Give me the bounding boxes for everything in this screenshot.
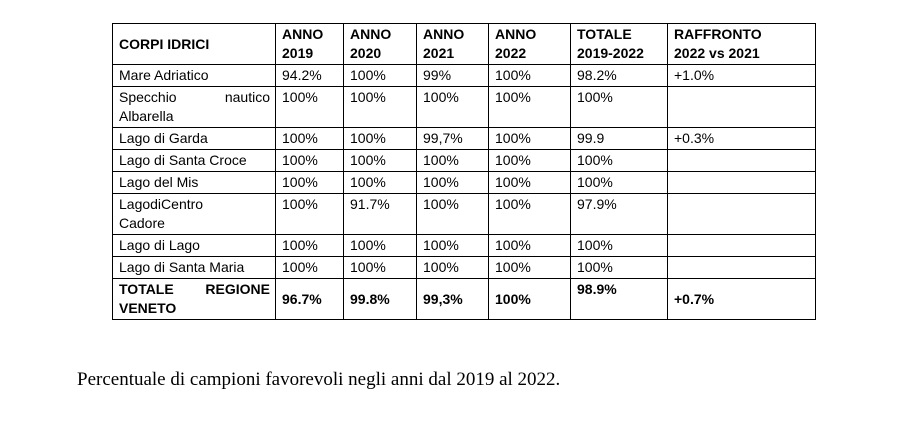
table-row [113, 87, 816, 128]
cell-water-body: Lago di Lago [113, 235, 276, 257]
cell-2022: 100% [489, 235, 571, 257]
cell-2021: 99,3% [417, 279, 489, 320]
header-anno-2020 [344, 24, 417, 65]
water-bodies-table [112, 23, 816, 320]
cell-2021: 99% [417, 65, 489, 87]
cell-total: 100% [571, 87, 668, 128]
water-body-line: Cadore [119, 215, 165, 231]
table-header-row [113, 24, 816, 65]
cell-water-body: Lago di Santa Croce [113, 150, 276, 172]
cell-water-body: Lago del Mis [113, 172, 276, 194]
cell-water-body [113, 87, 276, 128]
header-label: CORPI IDRICI [119, 35, 210, 52]
header-totale [571, 24, 668, 65]
cell-total: 98.9% [571, 279, 668, 320]
cell-2020: 91.7% [344, 194, 417, 235]
header-label: 2021 [423, 45, 455, 61]
cell-2022: 100% [489, 87, 571, 128]
cell-2022: 100% [489, 257, 571, 279]
table-row [113, 150, 816, 172]
header-label: 2020 [350, 45, 382, 61]
cell-2021: 100% [417, 87, 489, 128]
table-row [113, 65, 816, 87]
cell-total: 98.2% [571, 65, 668, 87]
cell-total: 99.9 [571, 128, 668, 150]
cell-2019: 100% [276, 172, 344, 194]
table-row [113, 235, 816, 257]
cell-2021: 100% [417, 194, 489, 235]
cell-2020: 100% [344, 235, 417, 257]
cell-compare [668, 150, 816, 172]
cell-2022: 100% [489, 150, 571, 172]
cell-2019: 100% [276, 150, 344, 172]
water-body-line: Specchio nautico [119, 89, 270, 105]
cell-2021: 100% [417, 172, 489, 194]
header-corpi-idrici [113, 24, 276, 65]
header-label: ANNO [282, 26, 324, 42]
header-label: 2019-2022 [577, 45, 644, 61]
header-label: ANNO [423, 26, 465, 42]
water-body-line: LagodiCentro [119, 196, 204, 212]
header-label: 2019 [282, 45, 314, 61]
table-caption: Percentuale di campioni favorevoli negli anni dal 2019 al 2022. [77, 369, 561, 390]
header-anno-2021 [417, 24, 489, 65]
cell-2022: 100% [489, 194, 571, 235]
cell-total-label [113, 279, 276, 320]
cell-water-body: Mare Adriatico [113, 65, 276, 87]
cell-2019: 100% [276, 128, 344, 150]
cell-2020: 100% [344, 257, 417, 279]
cell-total: 100% [571, 150, 668, 172]
cell-compare: +1.0% [668, 65, 816, 87]
cell-compare: +0.7% [668, 279, 816, 320]
cell-2022: 100% [489, 279, 571, 320]
header-label: RAFFRONTO [674, 26, 762, 42]
header-label: TOTALE [577, 26, 632, 42]
cell-2019: 96.7% [276, 279, 344, 320]
cell-2020: 100% [344, 87, 417, 128]
cell-2022: 100% [489, 172, 571, 194]
cell-2021: 99,7% [417, 128, 489, 150]
cell-2019: 100% [276, 194, 344, 235]
cell-2019: 100% [276, 87, 344, 128]
cell-2022: 100% [489, 128, 571, 150]
cell-water-body [113, 194, 276, 235]
cell-water-body: Lago di Santa Maria [113, 257, 276, 279]
header-label: 2022 [495, 45, 527, 61]
cell-2019: 100% [276, 235, 344, 257]
header-label: 2022 vs 2021 [674, 45, 760, 61]
cell-2019: 94.2% [276, 65, 344, 87]
cell-compare [668, 257, 816, 279]
cell-compare [668, 87, 816, 128]
cell-2020: 100% [344, 65, 417, 87]
table-total-row [113, 279, 816, 320]
cell-compare [668, 172, 816, 194]
cell-compare: +0.3% [668, 128, 816, 150]
cell-compare [668, 194, 816, 235]
header-raffronto [668, 24, 816, 65]
cell-total: 100% [571, 235, 668, 257]
cell-compare [668, 235, 816, 257]
table-row [113, 172, 816, 194]
cell-2021: 100% [417, 150, 489, 172]
cell-2020: 99.8% [344, 279, 417, 320]
total-label-line: TOTALE REGIONE [119, 281, 270, 297]
cell-2021: 100% [417, 257, 489, 279]
cell-total: 97.9% [571, 194, 668, 235]
header-anno-2019 [276, 24, 344, 65]
table-row [113, 257, 816, 279]
header-label: ANNO [350, 26, 392, 42]
cell-2020: 100% [344, 128, 417, 150]
header-anno-2022 [489, 24, 571, 65]
table-row [113, 194, 816, 235]
total-label-line: VENETO [119, 300, 177, 316]
cell-2019: 100% [276, 257, 344, 279]
cell-total: 100% [571, 257, 668, 279]
water-bodies-table-container [112, 23, 815, 320]
header-label: ANNO [495, 26, 537, 42]
cell-2022: 100% [489, 65, 571, 87]
cell-2020: 100% [344, 150, 417, 172]
cell-total: 100% [571, 172, 668, 194]
water-body-line: Albarella [119, 108, 174, 124]
cell-2021: 100% [417, 235, 489, 257]
table-row [113, 128, 816, 150]
cell-2020: 100% [344, 172, 417, 194]
cell-water-body: Lago di Garda [113, 128, 276, 150]
